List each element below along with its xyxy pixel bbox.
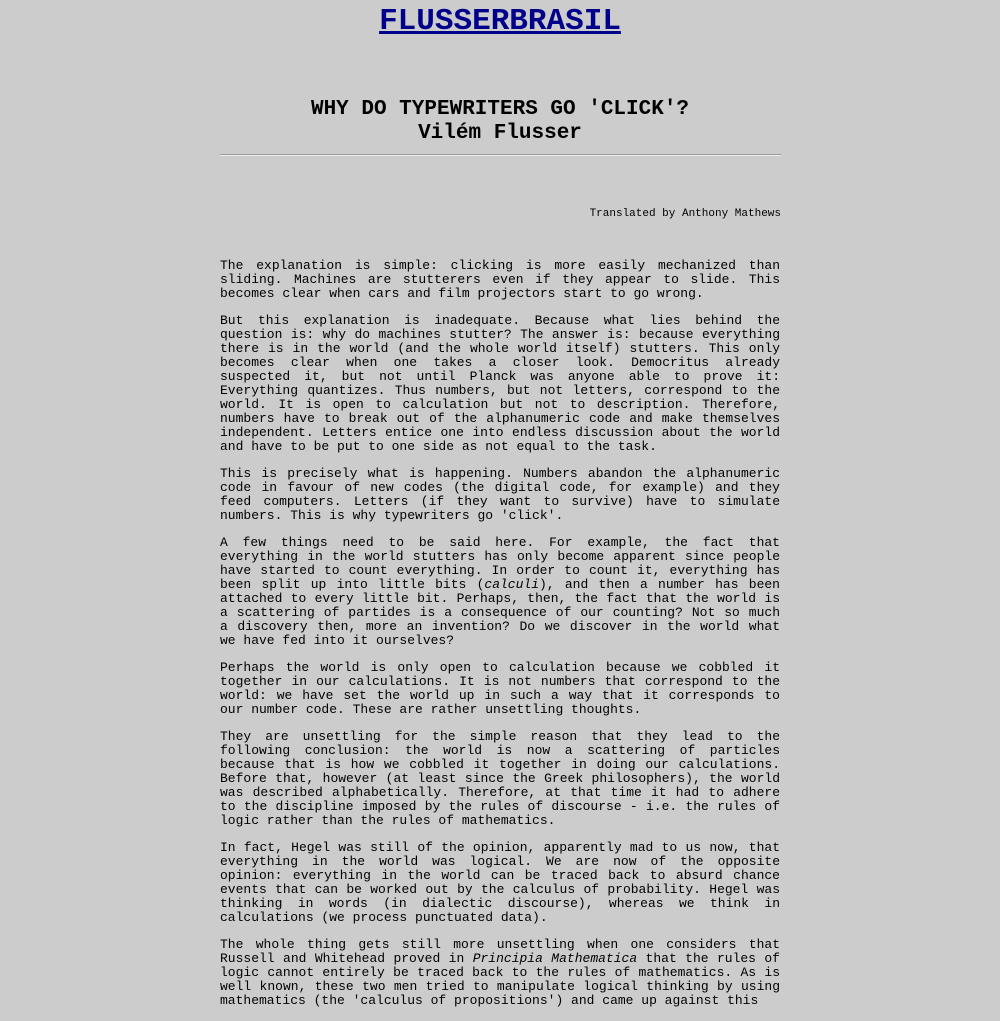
horizontal-rule	[220, 154, 781, 156]
article-heading	[0, 98, 1000, 146]
paragraph-8-part-2: that the rules of logic cannot entirely be traced back to the rules of mathematics. As is well known, these two men tried to manipulate logical thinking by using mathematics (the 'calculus of propositions') and came up against this	[220, 951, 780, 1008]
site-header	[0, 4, 1000, 40]
paragraph-2: But this explanation is inadequate. Because what lies behind the question is: why do machines stutter? The answer is: because everything there is in the world (and the whole world itself) stutters. This only becomes clear when one takes a closer look. Democritus already suspected it, but not until Planck was anyone able to prove it: Everything quantizes. Thus numbers, but not letters, correspond to the world. It is open to calculation but not to description. Therefore, numbers have to break out of the alphanumeric code and make themselves independent. Letters entice one into endless discussion about the world and have to be put to one side as not equal to the task.	[220, 313, 780, 454]
paragraph-8-part-1: The whole thing gets still more unsettling when one considers that Russell and Whitehead proved in	[220, 937, 780, 966]
site-title-link[interactable]: FLUSSERBRASIL	[379, 4, 621, 39]
paragraph-5: Perhaps the world is only open to calculation because we cobbled it together in our calculations. It is not numbers that correspond to the world: we have set the world up in such a way that it corresponds to our number code. These are rather unsettling thoughts.	[220, 660, 780, 717]
paragraph-1: The explanation is simple: clicking is more easily mechanized than sliding. Machines are stutterers even if they appear to slide. This becomes clear when cars and film projectors start to go wrong.	[220, 258, 780, 301]
paragraph-4-part-2: ), and then a number has been attached to every little bit. Perhaps, then, the fact that the world is a scattering of partides is a consequence of our counting? Not so much a discovery then, more an invention? Do we discover in the world what we have fed into it ourselves?	[220, 577, 780, 648]
paragraph-4-italic: calculi	[484, 577, 539, 592]
paragraph-8-italic: Principia Mathematica	[472, 951, 638, 966]
article-body	[220, 259, 780, 1021]
paragraph-3: This is precisely what is happening. Numbers abandon the alphanumeric code in favour of new codes (the digital code, for example) and they feed computers. Letters (if they want to survive) have to simulate numbers. This is why typewriters go 'click'.	[220, 466, 780, 523]
article-title: WHY DO TYPEWRITERS GO 'CLICK'?	[310, 98, 690, 121]
paragraph-4-part-1: A few things need to be said here. For example, the fact that everything in the world stutters has only become apparent since people have started to count everything. In order to count it, everything has been split up into little bits (	[220, 535, 780, 592]
paragraph-6: They are unsettling for the simple reason that they lead to the following conclusion: the world is now a scattering of particles because that is how we cobbled it together in doing our calculations. Before that, however (at least since the Greek philosophers), the world was described alphabetically. Therefore, at that time it had to adhere to the discipline imposed by the rules of discourse - i.e. the rules of logic rather than the rules of mathematics.	[220, 729, 780, 828]
paragraph-7: In fact, Hegel was still of the opinion, apparently mad to us now, that everything in the world was logical. We are now of the opposite opinion: everything in the world can be traced back to absurd chance events that can be worked out by the calculus of probability. Hegel was thinking in words (in dialectic discourse), whereas we think in calculations (we process punctuated data).	[220, 840, 780, 925]
paragraph-4	[220, 536, 780, 648]
article-author: Vilém Flusser	[418, 122, 582, 145]
translator-credit: Translated by Anthony Mathews	[589, 208, 781, 220]
paragraph-8	[220, 938, 780, 1008]
